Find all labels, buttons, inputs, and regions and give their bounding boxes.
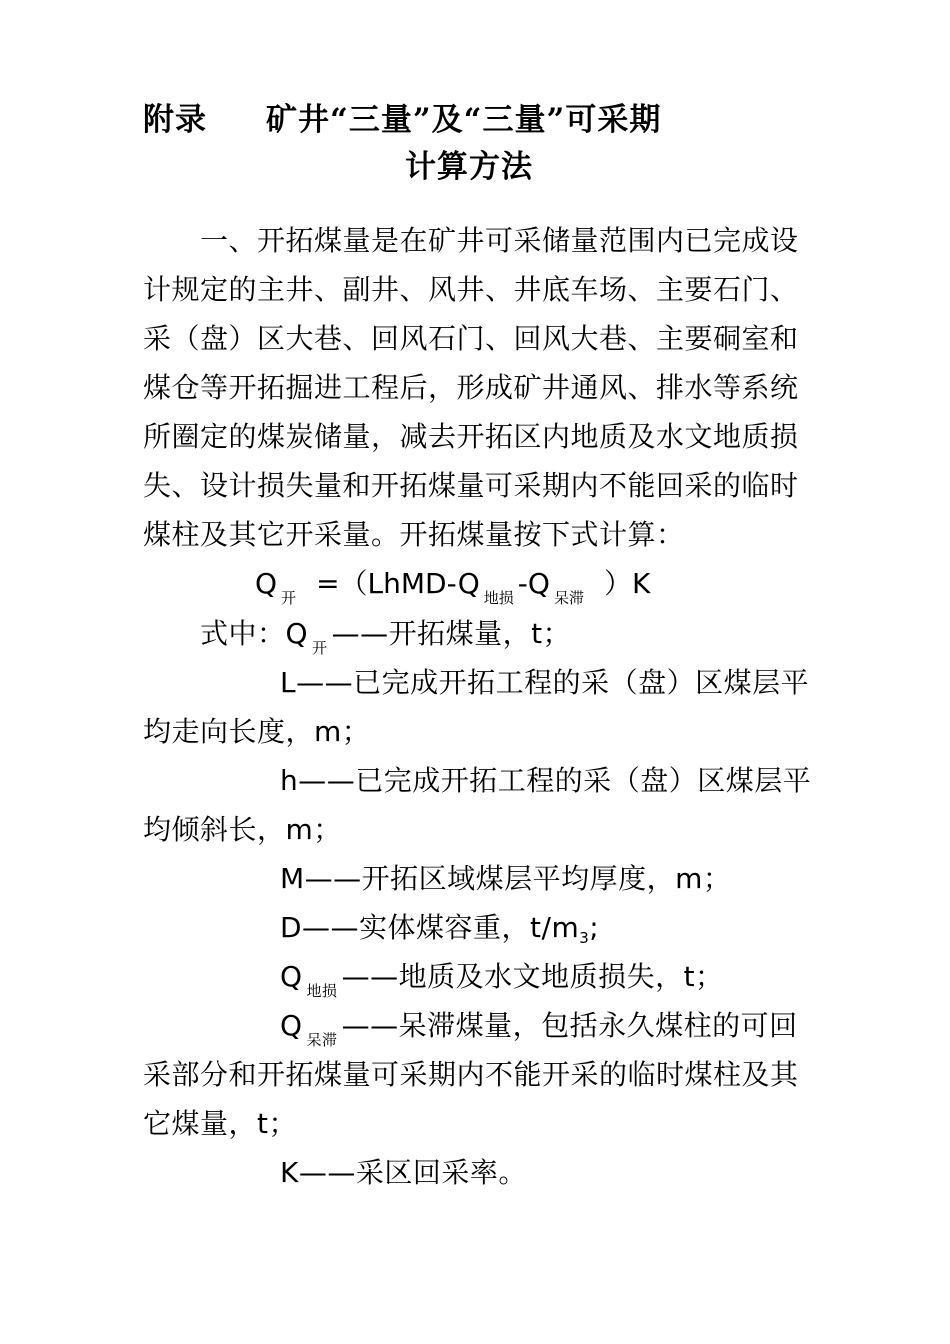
formula-q: Q: [255, 567, 278, 600]
definition-h-line1: h——已完成开拓工程的采（盘）区煤层平: [280, 764, 812, 797]
formula-sub-kai: 开: [281, 589, 297, 607]
paragraph-line: 煤柱及其它开采量。开拓煤量按下式计算：: [143, 518, 685, 551]
definition-intro-sub: 开: [312, 639, 328, 657]
formula-sub-disun: 地损: [483, 589, 514, 607]
definition-Qz-sub: 呆滞: [306, 1031, 338, 1049]
definition-Qz-line1: [280, 1006, 798, 1050]
definition-Qz-line3: 它煤量，t；: [143, 1107, 297, 1140]
definition-intro: [200, 614, 571, 658]
definition-D-sup: 3: [579, 929, 590, 947]
formula: [255, 564, 650, 608]
definition-Qz-prefix: Q: [280, 1009, 303, 1042]
definition-intro-prefix: 式中：Q: [200, 617, 309, 650]
definition-D-suffix: ;: [589, 911, 600, 944]
definition-Qd-line: [280, 957, 724, 1001]
definition-D-prefix: D——实体煤容重，t/m: [280, 911, 580, 944]
definition-Qz-line2: 采部分和开拓煤量可采期内不能开采的临时煤柱及其: [143, 1058, 799, 1091]
definition-L-line1: L——已完成开拓工程的采（盘）区煤层平: [280, 666, 810, 699]
paragraph-line: 计规定的主井、副井、风井、井底车场、主要石门、: [143, 273, 799, 306]
paragraph-line: 采（盘）区大巷、回风石门、回风大巷、主要硐室和: [143, 322, 799, 355]
paragraph-line: 所圈定的煤炭储量，减去开拓区内地质及水文地质损: [143, 420, 799, 453]
definition-Qd-prefix: Q: [280, 960, 303, 993]
appendix-label: 附录: [143, 102, 207, 138]
paragraph-line: 煤仓等开拓掘进工程后，形成矿井通风、排水等系统: [143, 371, 799, 404]
definition-Qd-sub: 地损: [306, 982, 338, 1000]
definition-Qz-text: ——呆滞煤量，包括永久煤柱的可回: [341, 1009, 798, 1042]
definition-D-line: [280, 908, 599, 952]
formula-eq-open: =（LhMD-Q: [316, 567, 480, 600]
definition-K-line: K——采区回采率。: [280, 1156, 527, 1189]
definition-intro-text: ——开拓煤量，t；: [331, 617, 572, 650]
page-title-line2: 计算方法: [405, 149, 533, 185]
paragraph-line: 失、设计损失量和开拓煤量可采期内不能回采的临时: [143, 469, 799, 502]
definition-L-line2: 均走向长度，m；: [143, 715, 371, 748]
definition-M-line: M——开拓区域煤层平均厚度，m；: [280, 862, 732, 895]
page-title-line1: 矿井“三量”及“三量”可采期: [266, 102, 662, 138]
formula-minus-q: -Q: [517, 567, 550, 600]
paragraph-line: 一、开拓煤量是在矿井可采储量范围内已完成设: [200, 224, 799, 257]
formula-close-k: ）K: [603, 567, 651, 600]
definition-h-line2: 均倾斜长，m；: [143, 813, 342, 846]
formula-sub-daizhi: 呆滞: [553, 589, 584, 607]
definition-Qd-text: ——地质及水文地质损失，t；: [341, 960, 724, 993]
